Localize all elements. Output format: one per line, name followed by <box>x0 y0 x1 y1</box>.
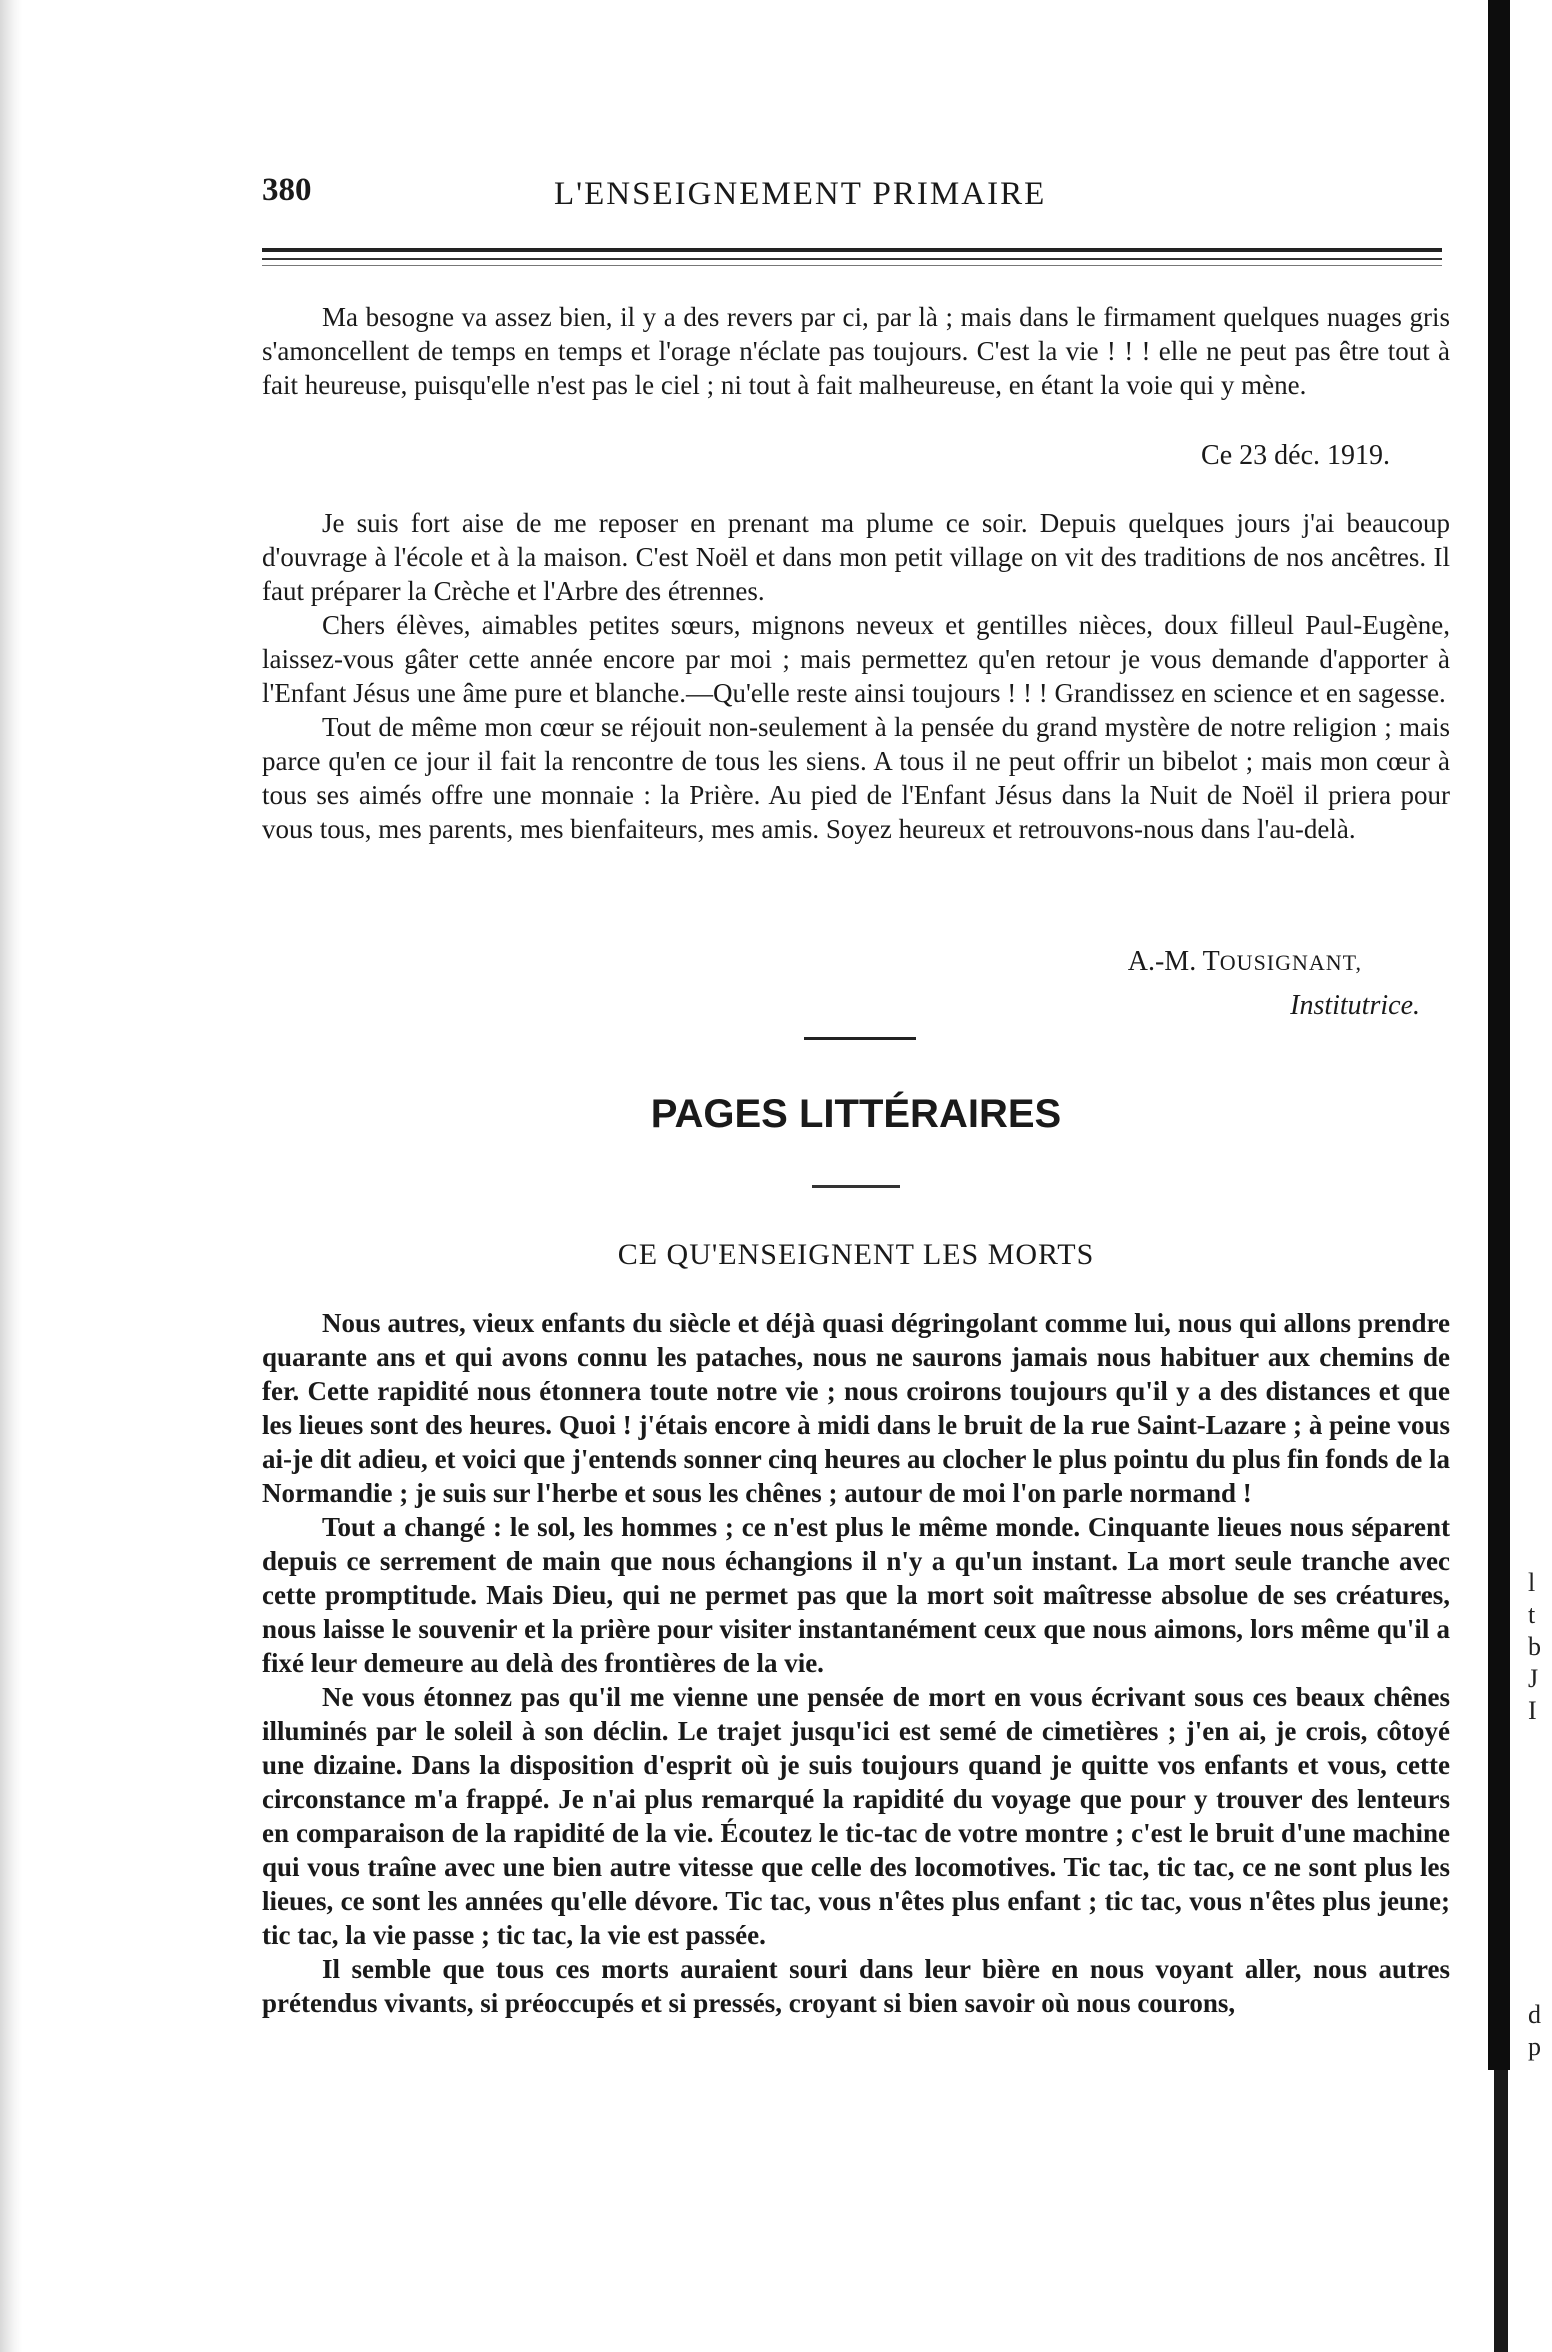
facing-page-fragment: b <box>1528 1632 1541 1661</box>
signature-initials: A.-M. T <box>1127 946 1220 977</box>
page-number: 380 <box>262 172 312 208</box>
section-title: PAGES LITTÉRAIRES <box>650 1092 1062 1136</box>
letter-paragraph: Tout de même mon cœur se réjouit non-seulement à la pensée du grand mystère de notre religion ; mais parce qu'en ce jour il fait la rencontre de tous les siens. A tous il ne peut offrir un bibelot ; mais mon cœur à tous ses aimés offre une monnaie : la Prière. Au pied de l'Enfant Jésus dans la Nuit de Noël il priera pour vous tous, mes parents, mes bienfaiteurs, mes amis. Soyez heureux et retrouvons-nous dans l'au-delà. <box>262 712 1450 844</box>
facing-page-fragment: I <box>1528 1696 1537 1725</box>
letter-paragraph: Je suis fort aise de me reposer en prenant ma plume ce soir. Depuis quelques jours j'ai beaucoup d'ouvrage à l'école et à la maison. C'est Noël et dans mon petit village on vit des traditions de nos ancêtres. Il faut préparer la Crèche et l'Arbre des étrennes. <box>262 508 1450 606</box>
facing-page-edge <box>1510 0 1552 2352</box>
essay-paragraph: Ne vous étonnez pas qu'il me vienne une pensée de mort en vous écrivant sous ces beaux chênes illuminés par le soleil à son déclin. Le trajet jusqu'ici est semé de cimetières ; j'en ai, je crois, côtoyé une dizaine. Dans la disposition d'esprit où je suis toujours quand je quitte vos enfants et vous, cette circonstance m'a frappé. Je n'ai plus remarqué la rapidité du voyage que pour y trouver des lenteurs en comparaison de la rapidité de la vie. Écoutez le tic-tac de votre montre ; c'est le bruit d'une machine qui vous traîne avec une bien autre vitesse que celle des locomotives. Tic tac, tic tac, ce ne sont plus les lieues, ce sont les années qu'elle dévore. Tic tac, vous n'êtes plus enfant ; tic tac, vous n'êtes plus jeune; tic tac, la vie passe ; tic tac, la vie est passée. <box>262 1682 1450 1950</box>
section-separator <box>804 1037 916 1040</box>
essay-text <box>262 1306 1450 2020</box>
facing-page-fragment: p <box>1528 2032 1541 2061</box>
essay-paragraph: Tout a changé : le sol, les hommes ; ce n'est plus le même monde. Cinquante lieues nous séparent depuis ce serrement de main que nous échangions il n'y a qu'un instant. La mort seule tranche avec cette promptitude. Mais Dieu, qui ne permet pas que la mort soit maîtresse absolue de ses créatures, nous laisse le souvenir et la prière pour visiter instantanément ceux que nous aimons, lors même qu'il a fixé leur demeure au delà des frontières de la vie. <box>262 1512 1450 1678</box>
binding-shadow-lower <box>1494 2070 1508 2352</box>
letter-date: Ce 23 déc. 1919. <box>1201 440 1390 471</box>
signature-surname: OUSIGNANT, <box>1219 950 1362 975</box>
article-title: CE QU'ENSEIGNENT LES MORTS <box>617 1238 1095 1271</box>
signature-role: Institutrice. <box>1290 990 1420 1021</box>
facing-page-fragment: t <box>1528 1600 1536 1629</box>
journal-title: L'ENSEIGNEMENT PRIMAIRE <box>554 176 1047 212</box>
letter-text <box>262 300 1450 402</box>
letter-paragraph: Chers élèves, aimables petites sœurs, mignons neveux et gentilles nièces, doux filleul Paul-Eugène, laissez-vous gâter cette année encore par moi ; mais permettez qu'en retour je vous demande d'apporter à l'Enfant Jésus une âme pure et blanche.—Qu'elle reste ainsi toujours ! ! ! Grandissez en science et en sagesse. <box>262 610 1450 708</box>
section-separator <box>812 1185 900 1188</box>
facing-page-fragment: l <box>1528 1568 1536 1597</box>
header-rule <box>262 248 1442 252</box>
essay-paragraph: Il semble que tous ces morts auraient souri dans leur bière en nous voyant aller, nous autres prétendus vivants, si préoccupés et si pressés, croyant si bien savoir où nous courons, <box>262 1954 1450 2018</box>
signature <box>262 946 1362 978</box>
header-rule <box>262 265 1442 266</box>
facing-page-fragment: J <box>1528 1664 1539 1693</box>
running-header <box>262 172 1442 222</box>
header-rule <box>262 258 1442 260</box>
facing-page-fragment: d <box>1528 2000 1541 2029</box>
essay-paragraph: Nous autres, vieux enfants du siècle et déjà quasi dégringolant comme lui, nous qui allons prendre quarante ans et qui avons connu les pataches, nous ne saurons jamais nous habituer aux chemins de fer. Cette rapidité nous étonnera toute notre vie ; nous croirons toujours qu'il y a des distances et que les lieues sont des heures. Quoi ! j'étais encore à midi dans le bruit de la rue Saint-Lazare ; à peine vous ai-je dit adieu, et voici que j'entends sonner cinq heures au clocher le plus pointu du plus fin fonds de la Normandie ; je suis sur l'herbe et sous les chênes ; autour de moi l'on parle normand ! <box>262 1308 1450 1508</box>
letter-text <box>262 506 1450 846</box>
binding-shadow <box>1488 0 1510 2070</box>
letter-paragraph: Ma besogne va assez bien, il y a des revers par ci, par là ; mais dans le firmament quelques nuages gris s'amoncellent de temps en temps et l'orage n'éclate pas toujours. C'est la vie ! ! ! elle ne peut pas être tout à fait heureuse, puisqu'elle n'est pas le ciel ; ni tout à fait malheureuse, en étant la voie qui y mène. <box>262 302 1450 400</box>
page-left-edge <box>0 0 22 2352</box>
